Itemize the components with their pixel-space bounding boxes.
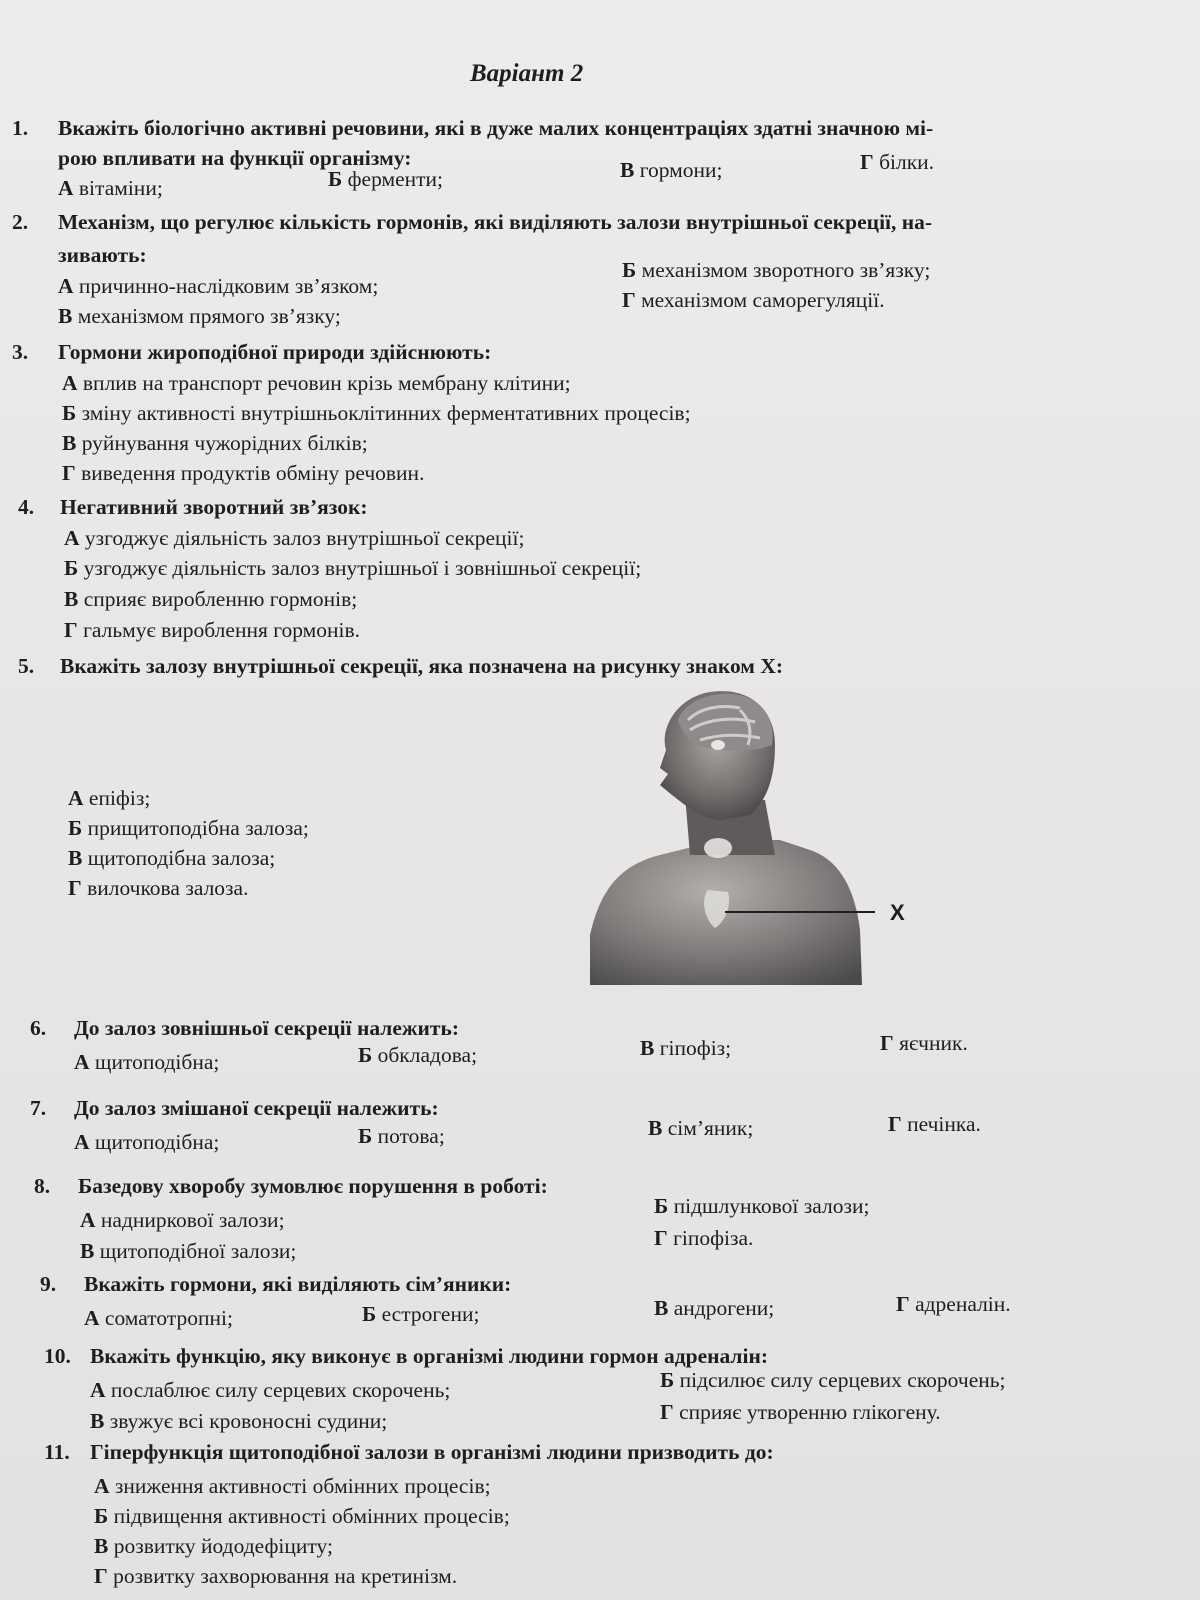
option-a: А узгоджує діяльність залоз внутрішньої секреції;: [64, 526, 525, 550]
option-b: Б естрогени;: [362, 1302, 480, 1326]
thyroid-gland: [704, 838, 732, 858]
option-d: Г механізмом саморегуляції.: [622, 288, 885, 312]
option-b: Б підсилює силу серцевих скорочень;: [660, 1368, 1006, 1392]
option-d: Г яєчник.: [880, 1031, 968, 1055]
option-c: В сприяє виробленню гормонів;: [64, 587, 358, 611]
question-2-stem: 2. Механізм, що регулює кількість гормонів, які виділяють залози внутрішньої секреції, на-: [12, 210, 933, 234]
option-c: В щитоподібна залоза;: [68, 846, 276, 870]
option-a: А зниження активності обмінних процесів;: [94, 1474, 491, 1498]
option-a: А соматотропні;: [84, 1306, 233, 1330]
question-2-stem-cont: зивають:: [58, 243, 147, 267]
endocrine-figure: [590, 690, 920, 1000]
option-a: А причинно-наслідковим зв’язком;: [58, 274, 379, 298]
option-d: Г адреналін.: [896, 1292, 1011, 1316]
option-a: А вітаміни;: [58, 176, 163, 200]
option-c: В сім’яник;: [648, 1116, 754, 1140]
option-b: Б зміну активності внутрішньоклітинних ферментативних процесів;: [62, 401, 691, 425]
option-b: Б потова;: [358, 1124, 445, 1148]
question-9-stem: 9. Вкажіть гормони, які виділяють сім’яники:: [40, 1272, 512, 1296]
option-d: Г гальмує вироблення гормонів.: [64, 618, 361, 642]
option-d: Г гіпофіза.: [654, 1226, 754, 1250]
question-3-stem: 3. Гормони жироподібної природи здійснюють:: [12, 340, 492, 364]
option-c: В механізмом прямого зв’язку;: [58, 304, 341, 328]
option-d: Г печінка.: [888, 1112, 981, 1136]
question-8-stem: 8. Базедову хворобу зумовлює порушення в роботі:: [34, 1174, 548, 1198]
option-d: Г вилочкова залоза.: [68, 876, 249, 900]
figure-label-x: Х: [890, 900, 905, 925]
question-4-stem: 4. Негативний зворотний зв’язок:: [18, 495, 368, 519]
option-b: Б механізмом зворотного зв’язку;: [622, 258, 931, 282]
option-a: А послаблює силу серцевих скорочень;: [90, 1378, 451, 1402]
option-b: Б підвищення активності обмінних процесів;: [94, 1504, 510, 1528]
question-1-stem: 1. Вкажіть біологічно активні речовини, які в дуже малих концентраціях здатні значною мі-: [12, 116, 934, 140]
option-c: В гіпофіз;: [640, 1036, 732, 1060]
question-1-stem-cont: рою впливати на функції організму:: [58, 146, 412, 170]
question-6-stem: 6. До залоз зовнішньої секреції належить:: [30, 1016, 459, 1040]
question-5-stem: 5. Вкажіть залозу внутрішньої секреції, яка позначена на рисунку знаком Х:: [18, 654, 784, 678]
option-a: А епіфіз;: [68, 786, 151, 810]
option-a: А надниркової залози;: [80, 1208, 285, 1232]
question-7-stem: 7. До залоз змішаної секреції належить:: [30, 1096, 439, 1120]
option-d: Г сприяє утворенню глікогену.: [660, 1400, 941, 1424]
option-a: А щитоподібна;: [74, 1130, 220, 1154]
option-c: В андрогени;: [654, 1296, 775, 1320]
option-b: Б підшлункової залози;: [654, 1194, 870, 1218]
option-c: В руйнування чужорідних білків;: [62, 431, 368, 455]
option-c: В звужує всі кровоносні судини;: [90, 1409, 388, 1433]
option-b: Б обкладова;: [358, 1043, 478, 1067]
option-d: Г виведення продуктів обміну речовин.: [62, 461, 425, 485]
option-d: Г білки.: [860, 150, 935, 174]
option-b: Б ферменти;: [328, 167, 444, 191]
option-c: В розвитку йододефіциту;: [94, 1534, 333, 1558]
option-a: А вплив на транспорт речовин крізь мембрану клітини;: [62, 371, 571, 395]
question-10-stem: 10. Вкажіть функцію, яку виконує в організмі людини гормон адреналін:: [44, 1344, 769, 1368]
option-a: А щитоподібна;: [74, 1050, 220, 1074]
page-title: Варіант 2: [470, 60, 584, 87]
pituitary-gland: [711, 740, 725, 750]
question-11-stem: 11. Гіперфункція щитоподібної залози в організмі людини призводить до:: [44, 1440, 774, 1464]
option-b: Б узгоджує діяльність залоз внутрішньої і зовнішньої секреції;: [64, 556, 642, 580]
option-b: Б прищитоподібна залоза;: [68, 816, 309, 840]
option-c: В гормони;: [620, 158, 723, 182]
option-d: Г розвитку захворювання на кретинізм.: [94, 1564, 458, 1588]
option-c: В щитоподібної залози;: [80, 1239, 297, 1263]
